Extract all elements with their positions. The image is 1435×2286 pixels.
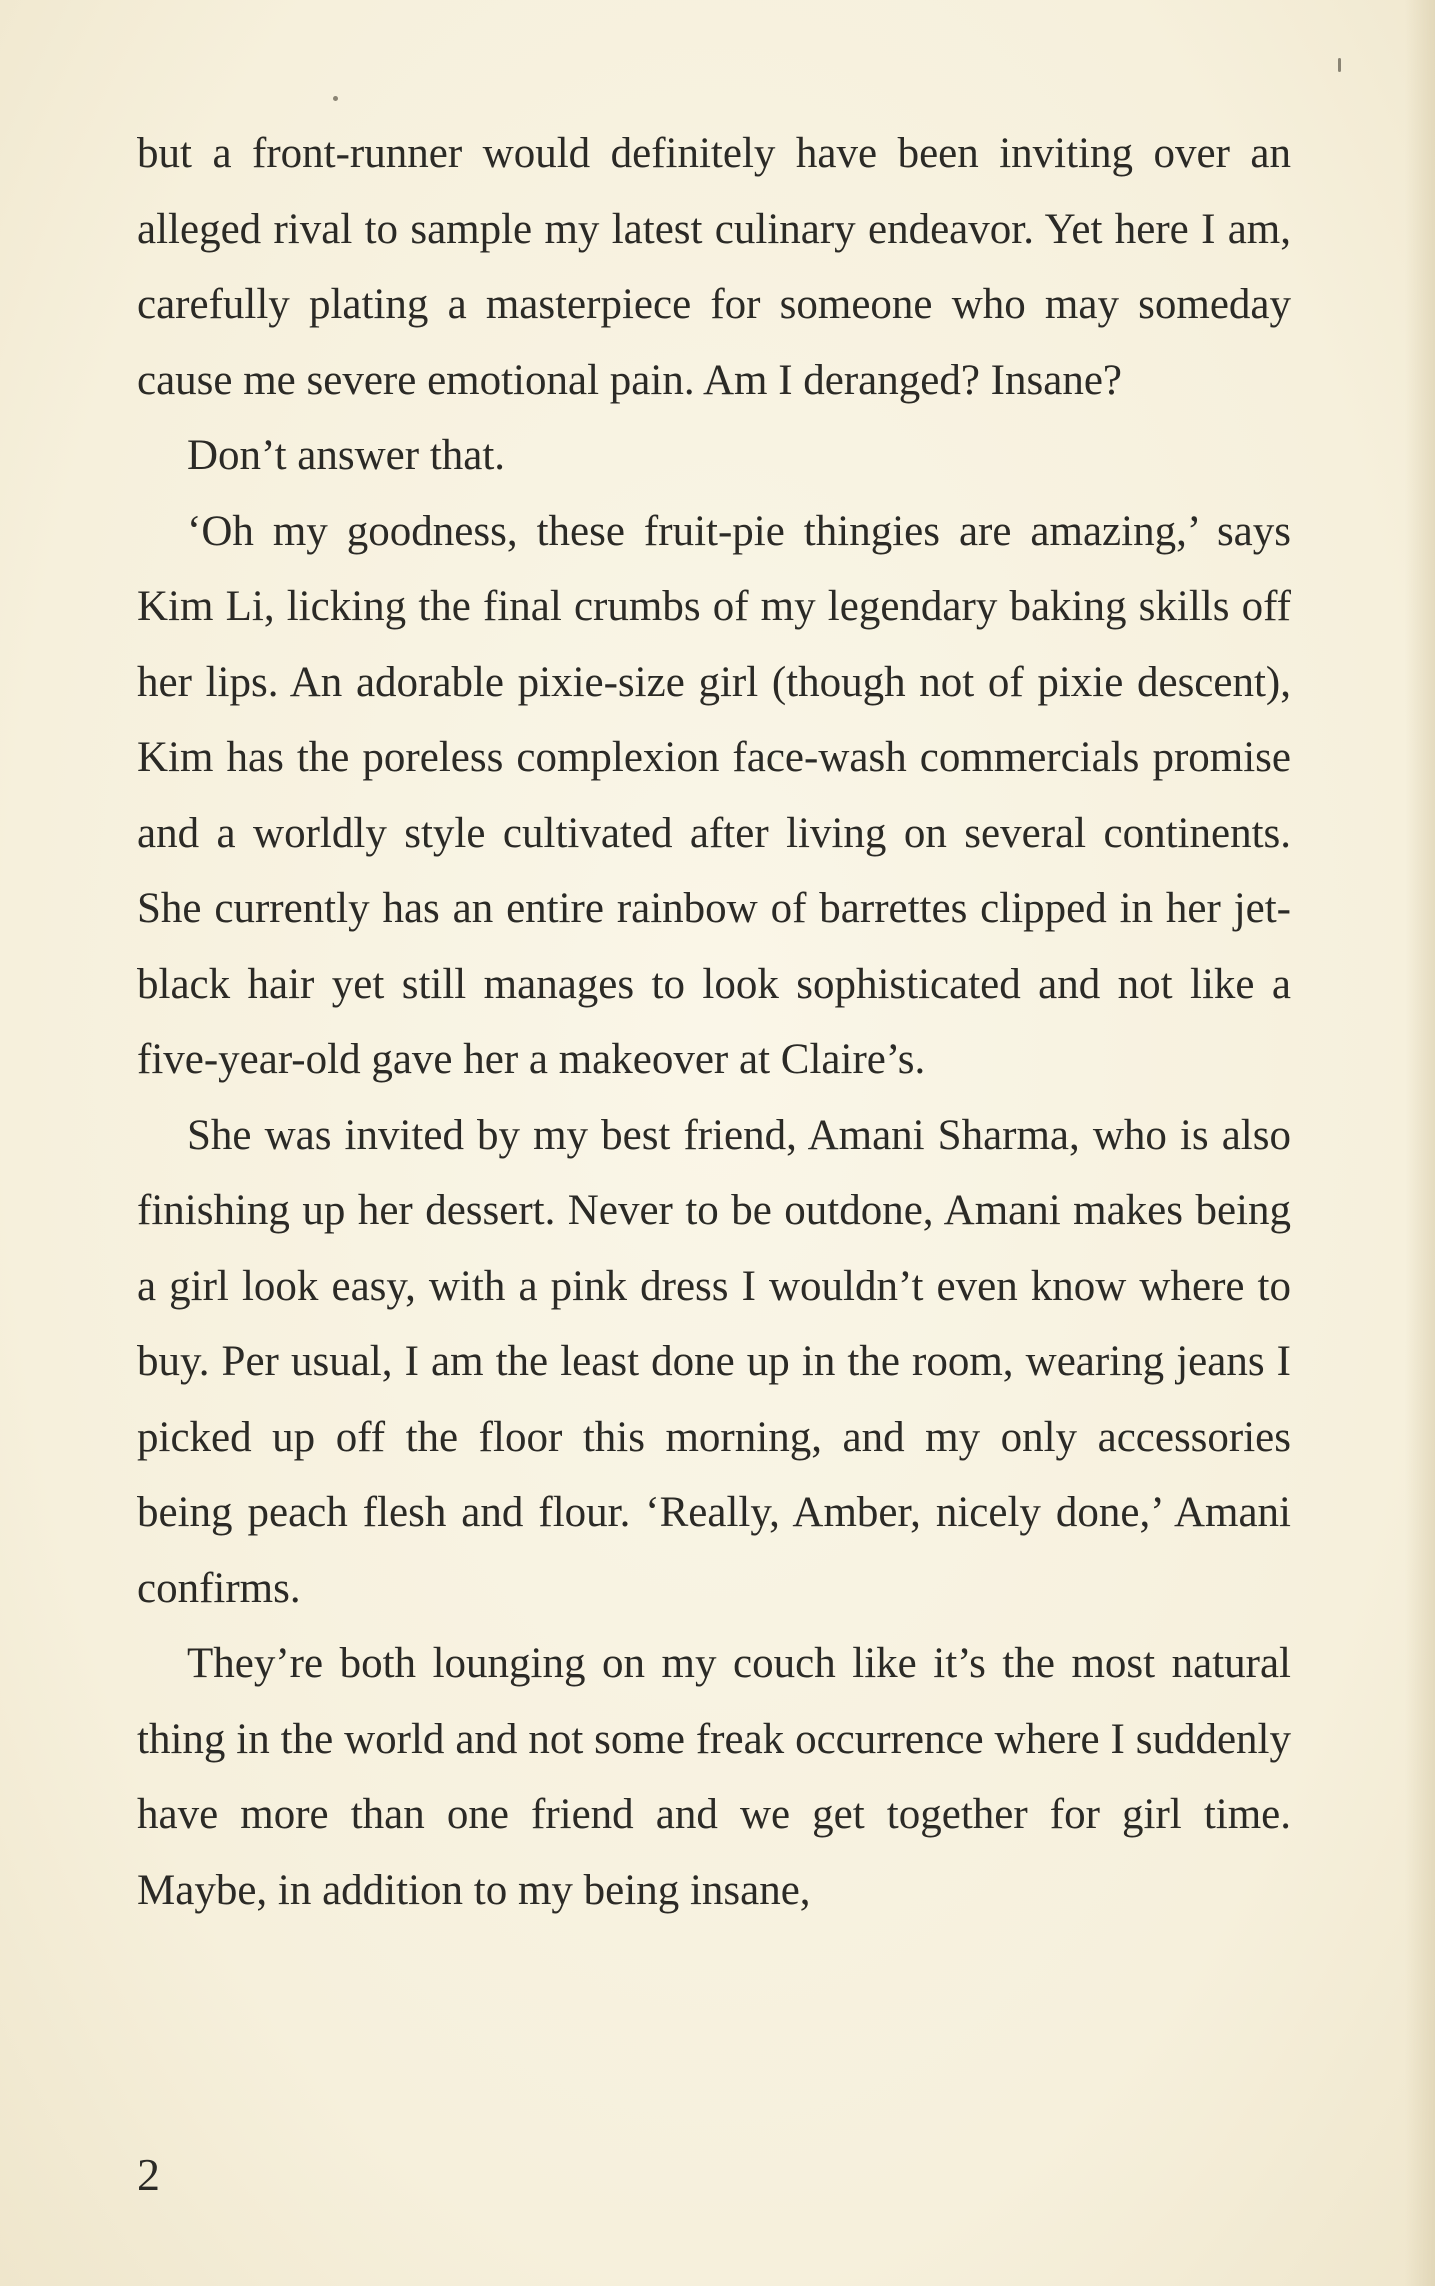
page-number: 2 <box>137 2149 160 2200</box>
paragraph: She was invited by my best friend, Amani Sharma, who is also finishing up her dessert. Never to be outdone, Amani makes being a girl look easy, with a pink dress I wouldn’t even know where to buy. Per usual, I am the least done up in the room, wearing jeans I picked up off the floor this morning, and my only accessories being peach flesh and flour. ‘Really, Amber, nicely done,’ Amani confirms. <box>137 1111 1291 1612</box>
paragraph: ‘Oh my goodness, these fruit-pie thingies are amazing,’ says Kim Li, licking the final crumbs of my legendary baking skills off her lips. An adorable pixie-size girl (though not of pixie descent), Kim has the poreless complexion face-wash commercials promise and a worldly style cultivated after living on several continents. She currently has an entire rainbow of barrettes clipped in her jet-black hair yet still manages to look sophisticated and not like a five-year-old gave her a makeover at Claire’s. <box>137 507 1291 1083</box>
paragraph: They’re both lounging on my couch like it’s the most natural thing in the world and not some freak occurrence where I suddenly have more than one friend and we get together for girl time. Maybe, in addition to my being insane, <box>137 1640 1291 1914</box>
paragraph: but a front-runner would definitely have been inviting over an alleged rival to sample my latest culinary endeavor. Yet here I am, carefully plating a masterpiece for someone who may someday cause me severe emotional pain. Am I deranged? Insane? <box>137 130 1291 404</box>
paper-speck <box>1338 58 1341 72</box>
body-text <box>137 116 1291 1928</box>
paper-speck <box>333 96 338 101</box>
page-edge-shadow <box>1405 0 1435 2286</box>
paragraph: Don’t answer that. <box>187 432 506 479</box>
